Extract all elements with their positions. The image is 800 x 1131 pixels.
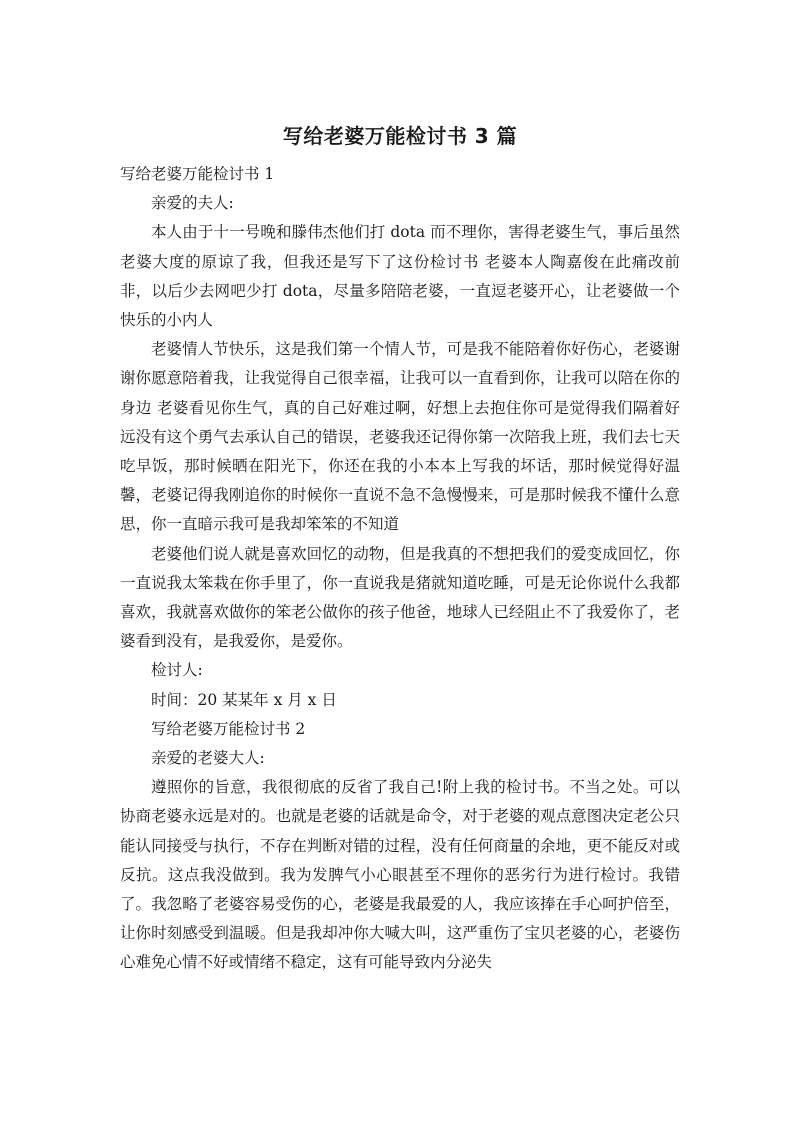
salutation-2: 亲爱的老婆大人: [151,749,265,768]
signature-line: 检讨人: [151,661,203,680]
body-paragraph: 老婆他们说人就是喜欢回忆的动物，但是我真的不想把我们的爱变成回忆，你一直说我太笨栽在你手里了，你一直说我是猪就知道吃睡，可是无论你说什么我都喜欢，我就喜欢做你的笨老公做你的孩子他爸，地球人已经阻止不了我爱你了，老婆看到没有，是我爱你，是爱你。 [120,544,680,651]
salutation-1: 亲爱的夫人: [151,194,234,213]
document-body [120,160,680,978]
body-paragraph: 老婆情人节快乐，这是我们第一个情人节，可是我不能陪着你好伤心，老婆谢谢你愿意陪着我，让我觉得自己很幸福，让我可以一直看到你，让我可以陪在你的身边 老婆看见你生气，真的自己好难过啊，好想上去抱住你可是觉得我们隔着好远没有这个勇气去承认自己的错误，老婆我还记得你第一次陪我上班，我们去七天吃早饭，那时候晒在阳光下，你还在我的小本本上写我的坏话，那时候觉得好温馨，老婆记得我刚追你的时候你一直说不急不急慢慢来，可是那时候我不懂什么意思，你一直暗示我可是我却笨笨的不知道 [120,340,680,534]
section-heading-1: 写给老婆万能检讨书 1 [120,165,275,183]
body-paragraph: 本人由于十一号晚和滕伟杰他们打 dota 而不理你，害得老婆生气，事后虽然老婆大度的原谅了我，但我还是写下了这份检讨书 老婆本人陶嘉俊在此痛改前非，以后少去网吧少打 dota，尽量多陪陪老婆，一直逗老婆开心，让老婆做一个快乐的小内人 [120,223,680,330]
date-line: 时间：20 某某年 x 月 x 日 [151,690,337,709]
section-heading-2: 写给老婆万能检讨书 2 [151,719,306,738]
body-paragraph: 遵照你的旨意，我很彻底的反省了我自己!附上我的检讨书。不当之处。可以协商老婆永远是对的。也就是老婆的话就是命令，对于老婆的观点意图决定老公只能认同接受与执行，不存在判断对错的过程，没有任何商量的余地，更不能反对或反抗。这点我没做到。我为发脾气小心眼甚至不理你的恶劣行为进行检讨。我错了。我忽略了老婆容易受伤的心，老婆是我最爱的人，我应该捧在手心呵护倍至，让你时刻感受到温暖。但是我却冲你大喊大叫，这严重伤了宝贝老婆的心，老婆伤心难免心情不好或情绪不稳定，这有可能导致内分泌失 [120,778,680,972]
document-title: 写给老婆万能检讨书 3 篇 [282,124,518,148]
